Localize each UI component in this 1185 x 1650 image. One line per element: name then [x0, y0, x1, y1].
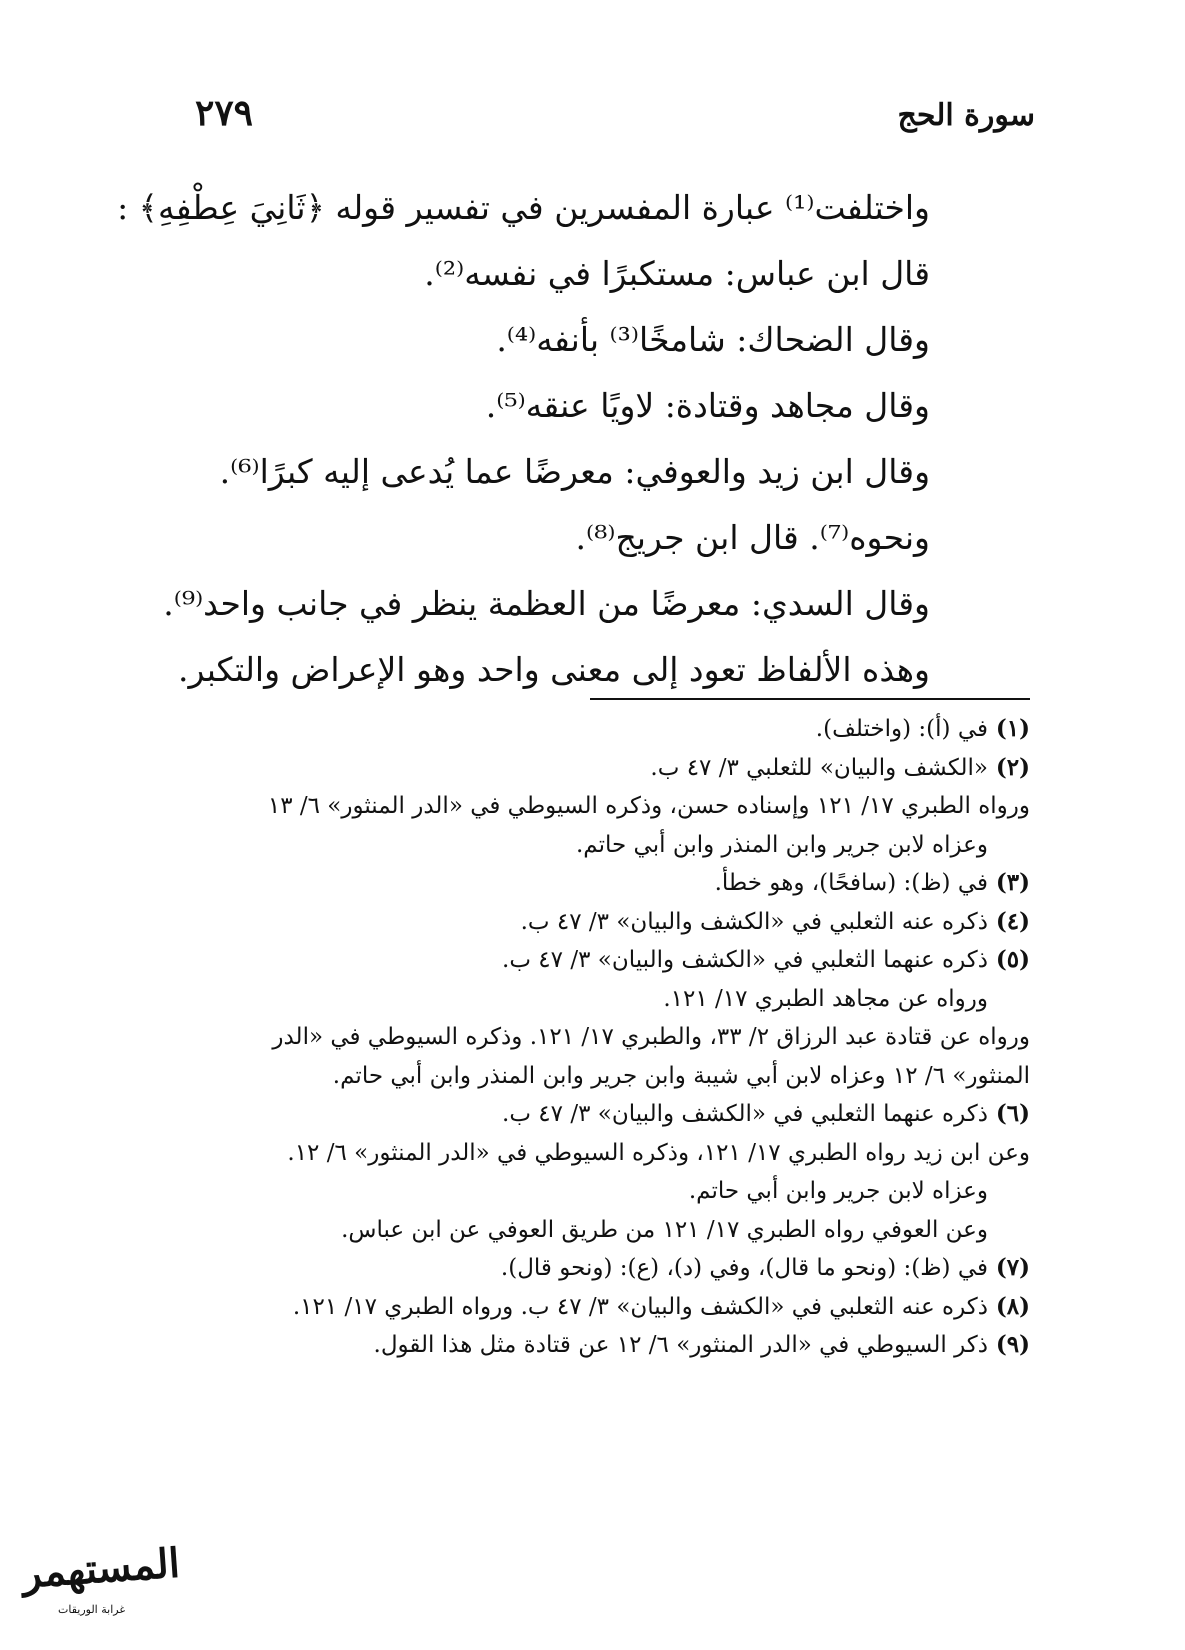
footnote-text: ذكره عنهما الثعلبي في «الكشف والبيان» ٣/ ٤٧ ب.	[502, 947, 988, 973]
footnote-line	[130, 826, 1030, 865]
footnote-number: (٧)	[995, 1254, 1030, 1281]
footnote-line	[130, 1249, 1030, 1288]
footnote-text: ورواه عن مجاهد الطبري ١٧/ ١٢١.	[663, 985, 988, 1012]
footnote-text: ذكره عنه الثعلبي في «الكشف والبيان» ٣/ ٤٧ ب.	[520, 908, 988, 935]
main-line: قال ابن عباس: مستكبرًا في نفسه⁽²⁾.	[424, 254, 930, 293]
footnote-text: وعزاه لابن جرير وابن المنذر وابن أبي حاتم.	[575, 831, 988, 858]
main-line: وقال السدي: معرضًا من العظمة ينظر في جانب واحد⁽⁹⁾.	[163, 584, 930, 623]
footnote-line	[130, 710, 1030, 749]
footnote-text: وعزاه لابن جرير وابن أبي حاتم.	[688, 1178, 988, 1204]
footnote-line	[130, 1134, 1030, 1173]
footnote-line	[130, 903, 1030, 942]
footnote-line	[130, 787, 1030, 826]
footnote-line	[130, 749, 1030, 788]
footnote-divider	[590, 698, 1030, 700]
footnote-line	[130, 1326, 1030, 1365]
main-text	[117, 175, 930, 703]
footnote-text: المنثور» ٦/ ١٢ وعزاه لابن أبي شيبة وابن جرير وابن المنذر وابن أبي حاتم.	[332, 1062, 1030, 1089]
footnote-line	[130, 864, 1030, 903]
main-line: وقال الضحاك: شامخًا⁽³⁾ بأنفه⁽⁴⁾.	[496, 320, 930, 359]
footnote-number: (٥)	[995, 946, 1030, 973]
footnote-text: ورواه عن قتادة عبد الرزاق ٢/ ٣٣، والطبري ١٧/ ١٢١. وذكره السيوطي في «الدر	[272, 1024, 1030, 1050]
footnote-line	[130, 1172, 1030, 1211]
footnote-line	[130, 980, 1030, 1019]
publisher-logo	[20, 1539, 182, 1635]
main-line: وهذه الألفاظ تعود إلى معنى واحد وهو الإعراض والتكبر.	[178, 650, 930, 689]
footnote-number: (٤)	[995, 907, 1030, 935]
footnote-number: (٦)	[995, 1100, 1030, 1127]
footnotes	[130, 710, 1030, 1365]
page-number: ٢٧٩	[195, 92, 254, 134]
footnote-text: في (أ): (واختلف).	[815, 716, 988, 742]
surah-title: سورة الحج	[897, 98, 1035, 133]
footnote-text: في (ظ): (ونحو ما قال)، وفي (د)، (ع): (ونحو قال).	[500, 1255, 988, 1281]
main-line: وقال ابن زيد والعوفي: معرضًا عما يُدعى إليه كبرًا⁽⁶⁾.	[219, 452, 930, 491]
footnote-text: ورواه الطبري ١٧/ ١٢١ وإسناده حسن، وذكره السيوطي في «الدر المنثور» ٦/ ١٣	[267, 793, 1030, 819]
main-line: ونحوه⁽⁷⁾. قال ابن جريج⁽⁸⁾.	[575, 518, 930, 557]
footnote-text: ذكر السيوطي في «الدر المنثور» ٦/ ١٢ عن قتادة مثل هذا القول.	[373, 1332, 988, 1358]
footnote-line	[130, 941, 1030, 980]
footnote-text: في (ظ): (سافحًا)، وهو خطأ.	[714, 870, 988, 896]
footnote-number: (٢)	[995, 753, 1030, 781]
footnote-line	[130, 1057, 1030, 1096]
footnote-line	[130, 1018, 1030, 1057]
logo-mark: المستهمر	[20, 1539, 182, 1598]
footnote-text: وعن العوفي رواه الطبري ١٧/ ١٢١ من طريق العوفي عن ابن عباس.	[341, 1216, 988, 1243]
footnote-line	[130, 1095, 1030, 1134]
footnote-line	[130, 1288, 1030, 1327]
main-line: وقال مجاهد وقتادة: لاويًا عنقه⁽⁵⁾.	[485, 386, 930, 425]
footnote-number: (٣)	[995, 869, 1030, 896]
footnote-text: ذكره عنهما الثعلبي في «الكشف والبيان» ٣/ ٤٧ ب.	[502, 1101, 988, 1127]
footnote-line	[130, 1211, 1030, 1250]
footnote-text: وعن ابن زيد رواه الطبري ١٧/ ١٢١، وذكره السيوطي في «الدر المنثور» ٦/ ١٢.	[287, 1139, 1030, 1166]
footnote-number: (١)	[995, 715, 1030, 742]
footnote-number: (٨)	[995, 1292, 1030, 1320]
footnote-text: «الكشف والبيان» للثعلبي ٣/ ٤٧ ب.	[650, 754, 988, 781]
logo-subtext: غرابة الوريقات	[58, 1603, 126, 1616]
footnote-number: (٩)	[995, 1331, 1030, 1358]
main-line: واختلفت⁽¹⁾ عبارة المفسرين في تفسير قوله ﴿ثَانِيَ عِطْفِهِ﴾ :	[117, 188, 930, 227]
footnote-text: ذكره عنه الثعلبي في «الكشف والبيان» ٣/ ٤٧ ب. ورواه الطبري ١٧/ ١٢١.	[292, 1293, 988, 1320]
